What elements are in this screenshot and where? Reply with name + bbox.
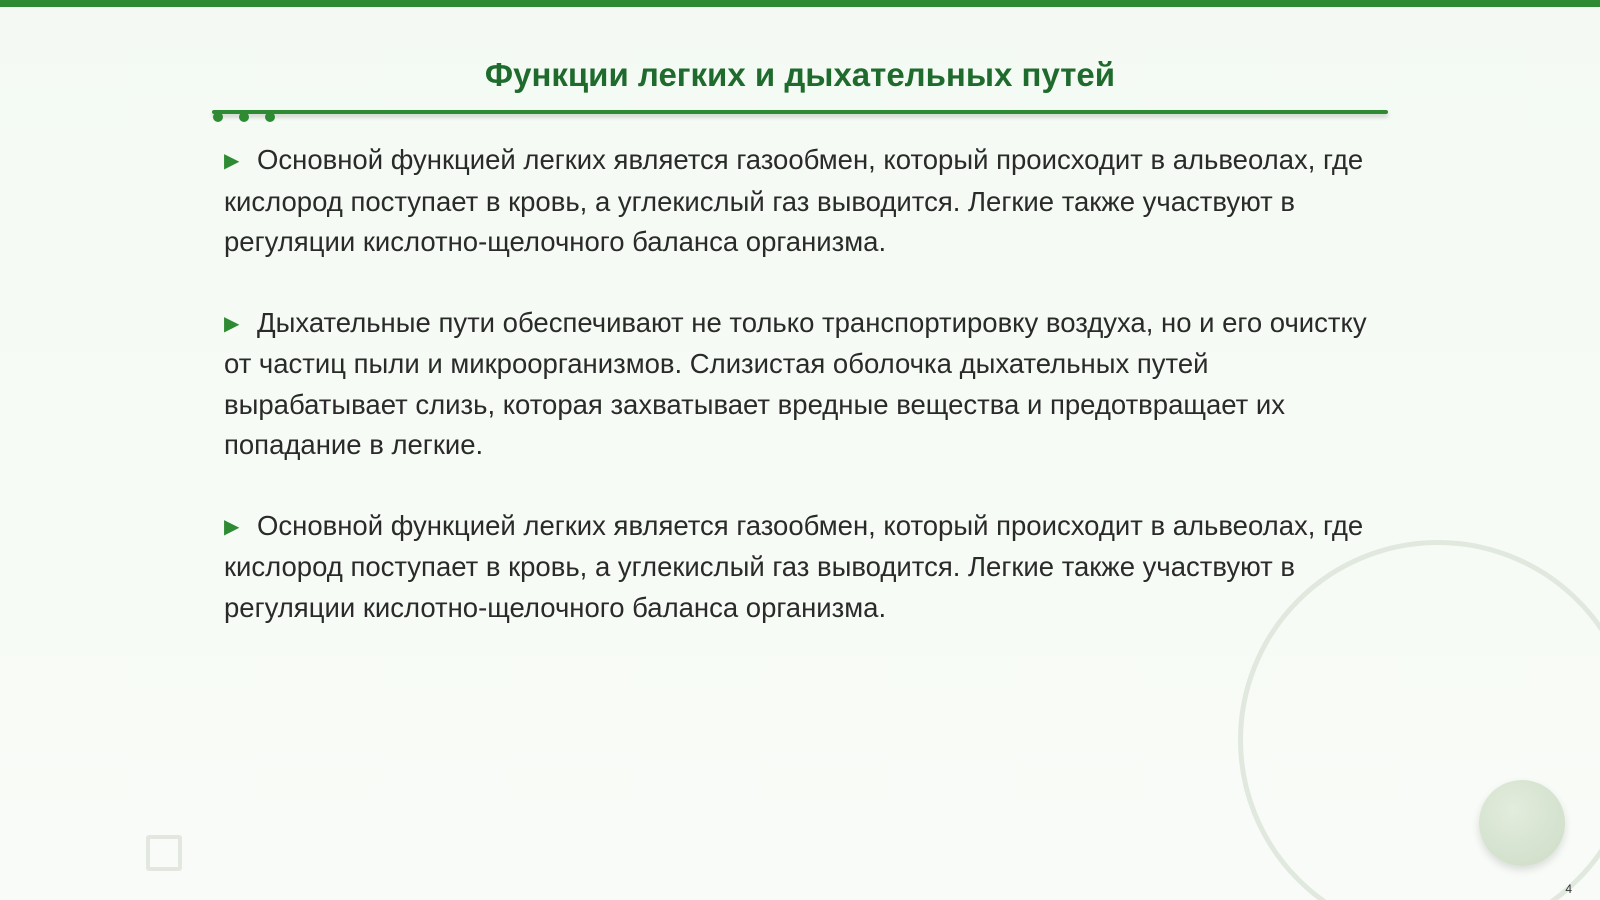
page-number: 4 — [1565, 882, 1572, 896]
top-accent-bar — [0, 0, 1600, 7]
decorative-square — [146, 835, 182, 871]
underline-dot — [239, 112, 249, 122]
bullet-text: Дыхательные пути обеспечивают не только транспортировку воздуха, но и его очистку от частиц пыли и микроорганизмов. Слизистая оболочка дыхательных путей вырабатывает слизь, которая захватывает вредные вещества и предотвращает их попадание в легкие. — [224, 306, 1367, 460]
bullet-text: Основной функцией легких является газообмен, который происходит в альвеолах, где кислород поступает в кровь, а углекислый газ выводится. Легкие также участвуют в регуляции кислотно-щелочного баланса организма. — [224, 509, 1364, 623]
underline-dot — [213, 112, 223, 122]
triangle-right-icon: ▶ — [224, 312, 240, 335]
decorative-circle — [1479, 780, 1565, 866]
title-underline — [212, 110, 1388, 114]
underline-dot — [265, 112, 275, 122]
triangle-right-icon: ▶ — [224, 150, 240, 172]
triangle-right-icon: ▶ — [224, 515, 240, 538]
bullet-text: Основной функцией легких является газообмен, который происходит в альвеолах, где кислород поступает в кровь, а углекислый газ выводится. Легкие также участвуют в регуляции кислотно-щелочного баланса организма. — [224, 144, 1364, 257]
bullet-item — [224, 506, 1374, 629]
slide-title: Функции легких и дыхательных путей — [484, 56, 1116, 93]
bullet-item — [224, 303, 1374, 466]
bullet-item — [224, 140, 1374, 263]
bullet-list — [224, 140, 1374, 668]
